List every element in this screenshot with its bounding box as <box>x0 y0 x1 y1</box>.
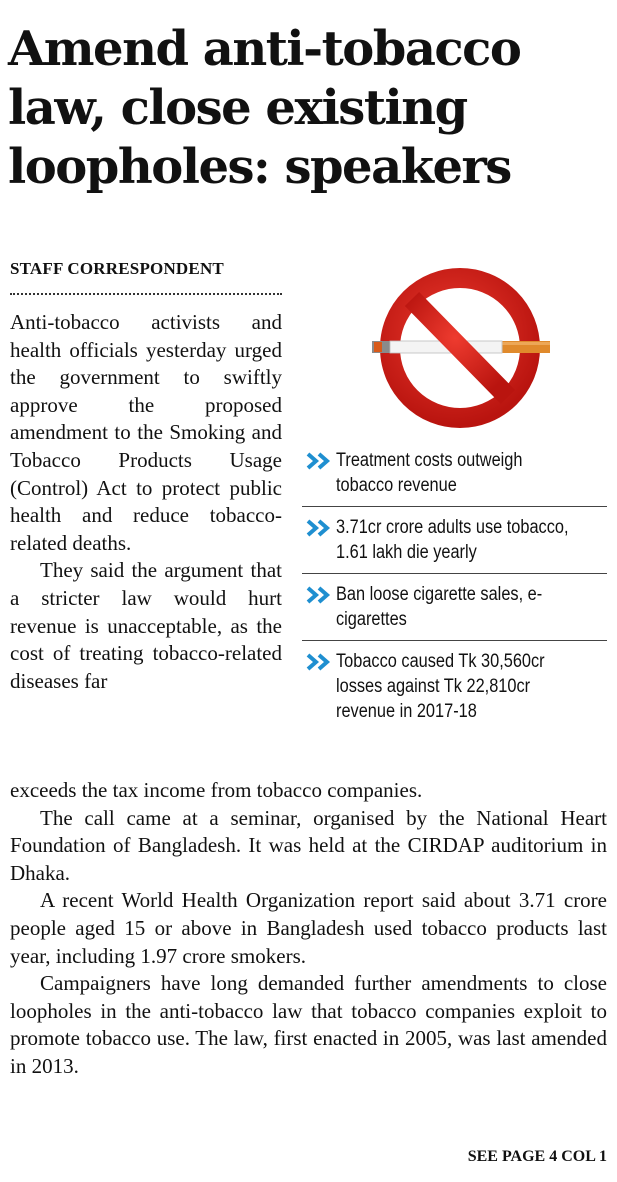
headline-line-2: law, close existing <box>8 80 467 136</box>
highlights-box <box>302 448 607 732</box>
headline <box>8 20 612 197</box>
headline-line-1: Amend anti-tobacco <box>8 21 521 77</box>
highlight-item <box>302 448 607 506</box>
highlight-text: Treatment costs outweigh tobacco revenue <box>336 450 523 496</box>
double-chevron-icon <box>302 515 336 537</box>
paragraph-5: Campaigners have long demanded further amendments to close loopholes in the anti-tobacco law that tobacco companies exploit to promote tobacco use. The law, first enacted in 2005, was last amended in 2013. <box>10 971 607 1078</box>
paragraph-1: Anti-tobacco activists and health officials yesterday urged the government to swiftly approve the proposed amendment to the Smoking and Tobacco Products Usage (Control) Act to protect public health and reduce tobacco-related deaths. <box>10 310 282 555</box>
highlight-divider <box>302 640 607 641</box>
jump-reference[interactable]: SEE PAGE 4 COL 1 <box>467 1148 607 1165</box>
headline-line-3: loopholes: speakers <box>8 139 511 195</box>
highlight-item <box>302 515 607 573</box>
no-smoking-icon <box>360 263 560 433</box>
highlight-text: Tobacco caused Tk 30,560cr losses against Tk 22,810cr revenue in 2017-18 <box>336 651 545 722</box>
body-column-full <box>10 777 607 1081</box>
byline: STAFF CORRESPONDENT <box>10 259 224 278</box>
double-chevron-icon <box>302 448 336 470</box>
paragraph-3: The call came at a seminar, organised by the National Heart Foundation of Bangladesh. It was held at the CIRDAP auditorium in Dhaka. <box>10 805 607 885</box>
body-column-left <box>10 309 282 695</box>
double-chevron-icon <box>302 582 336 604</box>
highlight-divider <box>302 506 607 507</box>
byline-divider <box>10 293 282 295</box>
paragraph-2-start: They said the argument that a stricter law would hurt revenue is unacceptable, as the cost of treating tobacco-related diseases far <box>10 558 282 693</box>
highlight-item <box>302 649 607 732</box>
paragraph-4: A recent World Health Organization report said about 3.71 crore people aged 15 or above in Bangladesh used tobacco products last year, including 1.97 crore smokers. <box>10 888 607 968</box>
highlight-item <box>302 582 607 640</box>
highlight-divider <box>302 573 607 574</box>
highlight-text: Ban loose cigarette sales, e-cigarettes <box>336 584 543 630</box>
highlight-text: 3.71cr crore adults use tobacco, 1.61 lakh die yearly <box>336 517 569 563</box>
paragraph-2-continued: exceeds the tax income from tobacco companies. <box>10 778 423 802</box>
double-chevron-icon <box>302 649 336 671</box>
